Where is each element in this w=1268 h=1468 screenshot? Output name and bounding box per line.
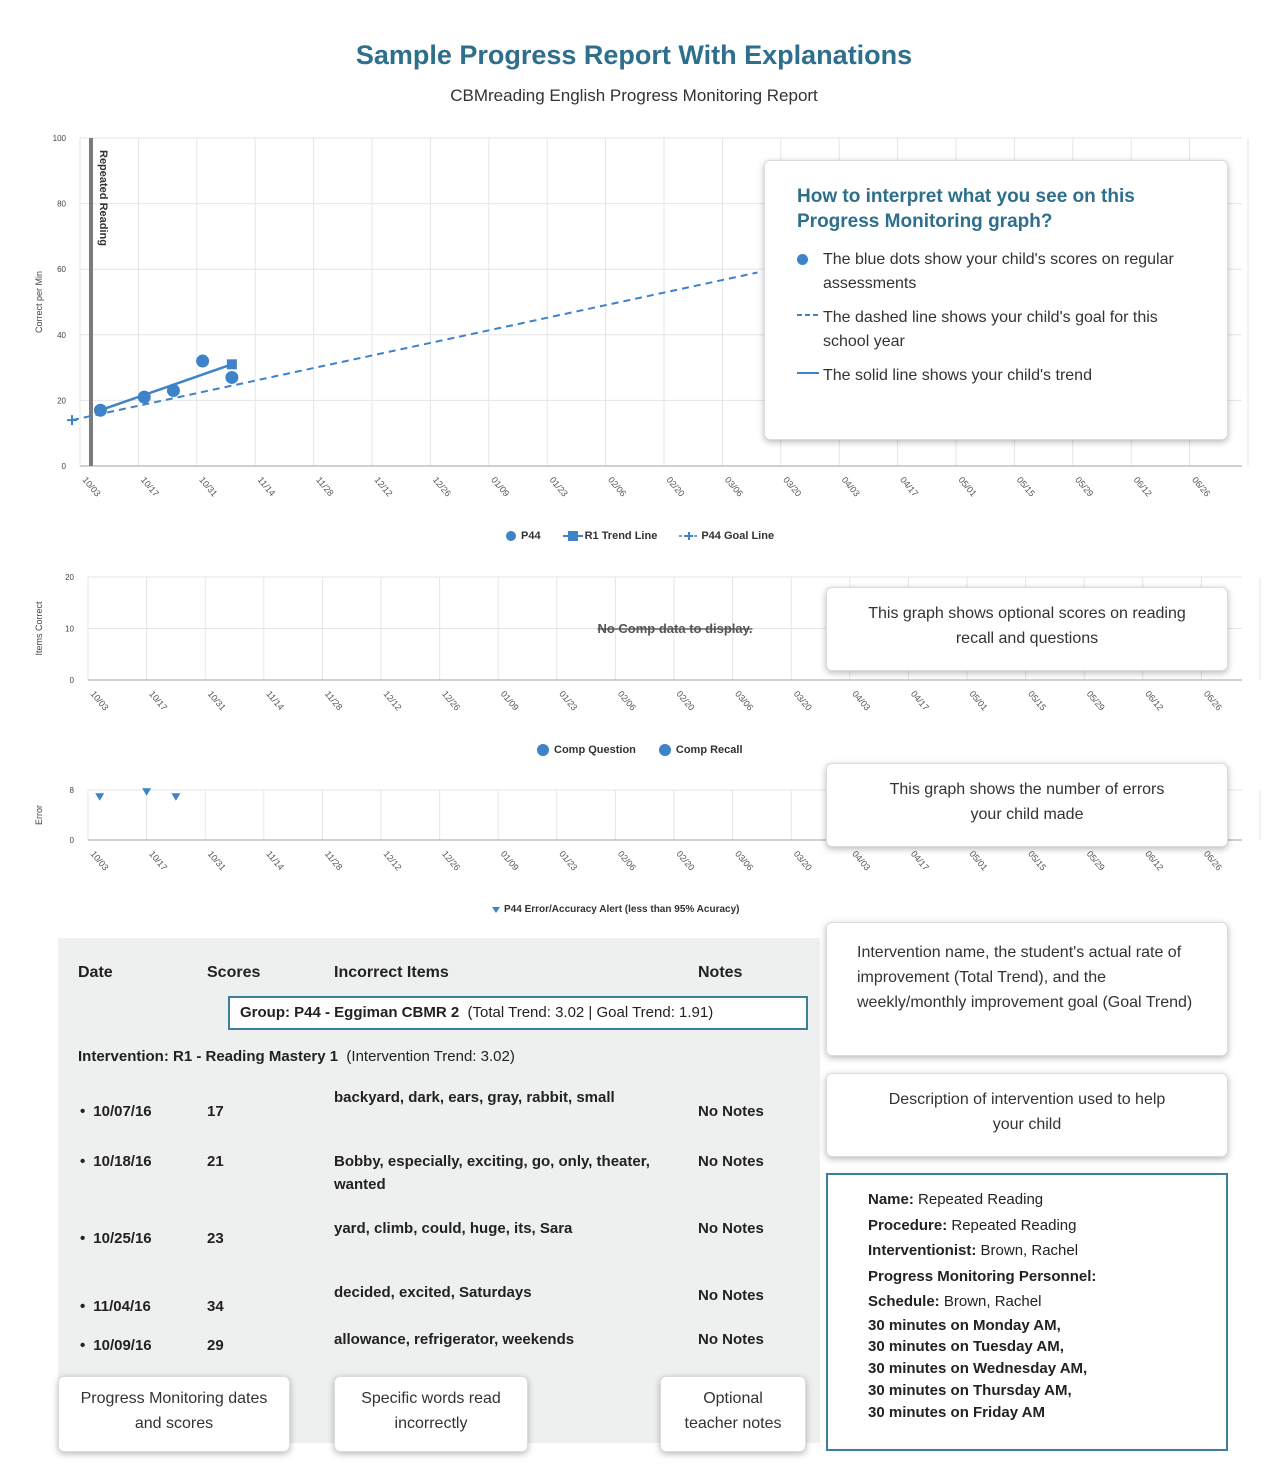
x-tick-label: 06/26 bbox=[1201, 688, 1225, 713]
legend-trend[interactable] bbox=[563, 530, 658, 542]
schedule-item: 30 minutes on Friday AM bbox=[868, 1403, 1045, 1421]
intervention-callout bbox=[826, 922, 1228, 1056]
errors-callout bbox=[826, 763, 1228, 847]
row-2-date: • 10/18/16 bbox=[80, 1151, 152, 1174]
col-items: Incorrect Items bbox=[334, 964, 449, 981]
errors-callout-text: This graph shows the number of errors your child made bbox=[889, 781, 1165, 823]
row-4-score: 34 bbox=[207, 1298, 224, 1315]
error-point bbox=[95, 793, 104, 801]
legend-comp-recall-label: Comp Recall bbox=[675, 744, 743, 756]
intervention-row bbox=[78, 1048, 515, 1065]
dates-callout bbox=[58, 1376, 290, 1452]
page-subtitle: CBMreading English Progress Monitoring Report bbox=[450, 86, 818, 105]
x-tick-label: 10/17 bbox=[147, 688, 170, 713]
interpret-dot-text: The blue dots show your child's scores on regular assessments bbox=[823, 251, 1174, 293]
col-scores: Scores bbox=[207, 964, 261, 981]
x-tick-label: 11/14 bbox=[255, 474, 278, 499]
x-tick-label: 12/12 bbox=[381, 848, 404, 873]
x-tick-label: 05/15 bbox=[1026, 688, 1049, 713]
group-label: Group: P44 - Eggiman CBMR 2 bbox=[240, 1004, 460, 1021]
chart1-legend bbox=[505, 530, 796, 542]
x-tick-label: 01/23 bbox=[557, 688, 580, 713]
error-point bbox=[142, 788, 151, 796]
dashed-line-icon bbox=[797, 312, 821, 318]
x-tick-label: 11/28 bbox=[322, 848, 345, 873]
blue-dot-icon bbox=[797, 254, 808, 265]
x-tick-label: 01/09 bbox=[498, 848, 521, 873]
error-point bbox=[171, 793, 180, 801]
description-callout-text: Description of intervention used to help your child bbox=[888, 1091, 1166, 1133]
x-tick-label: 06/26 bbox=[1201, 848, 1225, 873]
x-tick-label: 04/17 bbox=[908, 848, 932, 873]
x-tick-label: 02/20 bbox=[664, 474, 687, 499]
x-tick-label: 06/26 bbox=[1190, 474, 1213, 499]
x-tick-label: 01/09 bbox=[498, 688, 521, 713]
x-tick-label: 03/20 bbox=[791, 848, 814, 873]
chart3-legend bbox=[490, 904, 761, 915]
dates-callout-text: Progress Monitoring dates and scores bbox=[80, 1390, 268, 1432]
y-tick-label: 0 bbox=[69, 836, 74, 845]
x-tick-label: 05/01 bbox=[967, 848, 990, 873]
trend-line bbox=[100, 364, 231, 410]
x-tick-label: 10/03 bbox=[80, 474, 103, 499]
x-tick-label: 02/20 bbox=[674, 848, 697, 873]
intervention-callout-text: Intervention name, the student's actual rate of improvement (Total Trend), and the weekly/monthly improvement goal (Goal Trend) bbox=[857, 944, 1193, 1011]
row-5-date: • 10/09/16 bbox=[80, 1335, 152, 1358]
row-5-score: 29 bbox=[207, 1337, 224, 1354]
schedule-label: Schedule: bbox=[868, 1293, 940, 1310]
y-tick-label: 8 bbox=[69, 786, 74, 795]
schedule-item: 30 minutes on Thursday AM, bbox=[868, 1381, 1072, 1399]
x-tick-label: 10/03 bbox=[88, 848, 111, 873]
schedule-name: Brown, Rachel bbox=[943, 1293, 1042, 1310]
row-3-notes: No Notes bbox=[698, 1220, 764, 1237]
x-tick-label: 03/06 bbox=[722, 474, 746, 499]
legend-comp-recall[interactable] bbox=[658, 743, 743, 757]
score-point bbox=[94, 404, 107, 417]
x-tick-label: 01/23 bbox=[557, 848, 580, 873]
y-tick-label: 100 bbox=[52, 134, 66, 143]
x-tick-label: 10/03 bbox=[88, 688, 111, 713]
comp-callout bbox=[826, 587, 1228, 671]
x-tick-label: 12/26 bbox=[430, 474, 454, 499]
y-tick-label: 10 bbox=[65, 624, 74, 634]
row-4-items: decided, excited, Saturdays bbox=[334, 1284, 532, 1301]
legend-p44[interactable] bbox=[505, 530, 541, 542]
interpret-dashed-row bbox=[797, 306, 1203, 354]
name-value: Repeated Reading bbox=[918, 1191, 1044, 1208]
y-tick-label: 0 bbox=[61, 462, 66, 471]
legend-error[interactable] bbox=[490, 904, 739, 915]
row-1-notes: No Notes bbox=[698, 1103, 764, 1120]
comp-callout-text: This graph shows optional scores on reading recall and questions bbox=[868, 605, 1186, 647]
x-tick-label: 05/29 bbox=[1084, 688, 1107, 713]
x-tick-label: 05/01 bbox=[967, 688, 990, 713]
x-tick-label: 10/31 bbox=[197, 474, 220, 499]
row-5-notes: No Notes bbox=[698, 1331, 764, 1348]
legend-comp-question-label: Comp Question bbox=[554, 744, 636, 756]
page-title: Sample Progress Report With Explanations bbox=[355, 40, 913, 70]
goal-line-marker bbox=[67, 415, 77, 425]
y-tick-label: 20 bbox=[57, 396, 66, 406]
y-tick-label: 60 bbox=[57, 265, 66, 275]
x-tick-label: 06/12 bbox=[1131, 474, 1154, 499]
row-3-items: yard, climb, could, huge, its, Sara bbox=[334, 1220, 573, 1237]
intervention-details bbox=[826, 1173, 1228, 1451]
x-tick-label: 03/06 bbox=[733, 688, 756, 713]
x-tick-label: 03/20 bbox=[791, 688, 814, 713]
row-1-score: 17 bbox=[207, 1103, 224, 1120]
legend-p44-label: P44 bbox=[521, 530, 541, 542]
x-tick-label: 10/17 bbox=[147, 848, 170, 873]
interpret-callout bbox=[764, 160, 1228, 440]
x-tick-label: 05/01 bbox=[956, 474, 979, 499]
schedule-item: 30 minutes on Wednesday AM, bbox=[868, 1360, 1088, 1377]
row-3-date: • 10/25/16 bbox=[80, 1228, 152, 1251]
row-1-items: backyard, dark, ears, gray, rabbit, small bbox=[334, 1089, 615, 1106]
x-tick-label: 06/12 bbox=[1143, 688, 1166, 713]
solid-line-icon bbox=[797, 370, 821, 376]
x-tick-label: 12/12 bbox=[372, 474, 395, 499]
row-1-date: • 10/07/16 bbox=[80, 1101, 152, 1124]
x-tick-label: 11/14 bbox=[264, 688, 286, 713]
interpret-solid-text: The solid line shows your child's trend bbox=[823, 367, 1092, 385]
y-tick-label: 40 bbox=[57, 330, 66, 340]
y-tick-label: 20 bbox=[65, 573, 74, 582]
interpret-dashed-text: The dashed line shows your child's goal for this school year bbox=[823, 309, 1158, 351]
x-tick-label: 12/26 bbox=[440, 848, 463, 873]
x-tick-label: 10/17 bbox=[138, 474, 162, 499]
x-tick-label: 02/06 bbox=[606, 474, 629, 499]
col-notes: Notes bbox=[698, 964, 743, 981]
x-tick-label: 10/31 bbox=[205, 688, 228, 713]
x-tick-label: 04/03 bbox=[839, 474, 862, 499]
x-tick-label: 04/17 bbox=[898, 474, 921, 499]
legend-trend-label: R1 Trend Line bbox=[584, 530, 658, 542]
interpret-heading: How to interpret what you see on this Progress Monitoring graph? bbox=[797, 186, 1135, 232]
notes-callout bbox=[660, 1376, 806, 1452]
x-tick-label: 03/20 bbox=[781, 474, 804, 499]
x-tick-label: 10/31 bbox=[205, 848, 228, 873]
x-tick-label: 11/28 bbox=[314, 474, 336, 499]
row-4-date: • 11/04/16 bbox=[80, 1296, 151, 1319]
x-tick-label: 02/06 bbox=[615, 848, 639, 873]
x-tick-label: 04/03 bbox=[850, 688, 873, 713]
phase-label: Repeated Reading bbox=[97, 150, 109, 246]
row-5-items: allowance, refrigerator, weekends bbox=[334, 1331, 575, 1348]
row-2-score: 21 bbox=[207, 1153, 224, 1170]
row-2-notes: No Notes bbox=[698, 1153, 764, 1170]
schedule-item: 30 minutes on Monday AM, bbox=[868, 1316, 1061, 1334]
intervention-label: Intervention: R1 - Reading Mastery 1 bbox=[78, 1048, 339, 1065]
words-callout bbox=[334, 1376, 528, 1452]
score-point bbox=[138, 391, 151, 404]
y-axis-label: Items Correct bbox=[34, 601, 44, 656]
score-point bbox=[167, 384, 180, 397]
words-callout-text: Specific words read incorrectly bbox=[361, 1390, 501, 1432]
x-tick-label: 04/03 bbox=[850, 848, 873, 873]
x-tick-label: 05/29 bbox=[1084, 848, 1107, 873]
x-tick-label: 11/28 bbox=[322, 688, 345, 713]
name-label: Name: bbox=[868, 1191, 914, 1208]
x-tick-label: 02/06 bbox=[615, 688, 639, 713]
interventionist-value: Brown, Rachel bbox=[980, 1242, 1079, 1259]
score-point bbox=[225, 371, 238, 384]
interpret-solid-row bbox=[797, 364, 1203, 388]
x-tick-label: 03/06 bbox=[733, 848, 756, 873]
x-tick-label: 06/12 bbox=[1143, 848, 1166, 873]
personnel-label: Progress Monitoring Personnel: bbox=[868, 1267, 1097, 1285]
x-tick-label: 12/26 bbox=[440, 688, 463, 713]
description-callout bbox=[826, 1073, 1228, 1157]
procedure-label: Procedure: bbox=[868, 1216, 948, 1234]
score-point bbox=[196, 355, 209, 368]
x-tick-label: 05/15 bbox=[1014, 474, 1038, 499]
procedure-value: Repeated Reading bbox=[951, 1216, 1077, 1234]
intervention-trend: (Intervention Trend: 3.02) bbox=[346, 1048, 515, 1065]
row-4-notes: No Notes bbox=[698, 1287, 764, 1304]
x-tick-label: 01/23 bbox=[547, 474, 570, 499]
y-tick-label: 80 bbox=[57, 199, 66, 209]
col-date: Date bbox=[78, 964, 113, 981]
x-tick-label: 05/15 bbox=[1026, 848, 1049, 873]
legend-comp-question[interactable] bbox=[536, 743, 636, 757]
empty-message: No Comp data to display. bbox=[597, 621, 753, 636]
y-axis-label: Correct per Min bbox=[34, 270, 44, 334]
y-tick-label: 0 bbox=[69, 676, 74, 685]
notes-callout-text: Optional teacher notes bbox=[684, 1390, 782, 1432]
x-tick-label: 04/17 bbox=[908, 688, 932, 713]
interpret-dot-row bbox=[797, 248, 1203, 296]
x-tick-label: 05/29 bbox=[1073, 474, 1096, 499]
row-2-items: Bobby, especially, exciting, go, only, theater, wanted bbox=[334, 1153, 650, 1193]
y-axis-label: Error bbox=[34, 805, 44, 825]
interventionist-label: Interventionist: bbox=[868, 1242, 977, 1259]
legend-error-label: P44 Error/Accuracy Alert (less than 95% Acuracy) bbox=[504, 904, 740, 915]
schedule-item: 30 minutes on Tuesday AM, bbox=[868, 1338, 1064, 1356]
legend-goal[interactable] bbox=[679, 530, 774, 542]
x-tick-label: 01/09 bbox=[489, 474, 512, 499]
chart2-legend bbox=[536, 743, 765, 757]
group-trend: (Total Trend: 3.02 | Goal Trend: 1.91) bbox=[467, 1004, 714, 1021]
x-tick-label: 12/12 bbox=[381, 688, 404, 713]
group-row bbox=[228, 996, 808, 1030]
goal-line bbox=[72, 272, 757, 420]
schedule-list bbox=[868, 1315, 1226, 1424]
x-tick-label: 11/14 bbox=[264, 848, 286, 873]
trend-line-marker bbox=[227, 359, 237, 369]
x-tick-label: 02/20 bbox=[674, 688, 697, 713]
row-3-score: 23 bbox=[207, 1230, 224, 1247]
legend-goal-label: P44 Goal Line bbox=[701, 530, 775, 542]
